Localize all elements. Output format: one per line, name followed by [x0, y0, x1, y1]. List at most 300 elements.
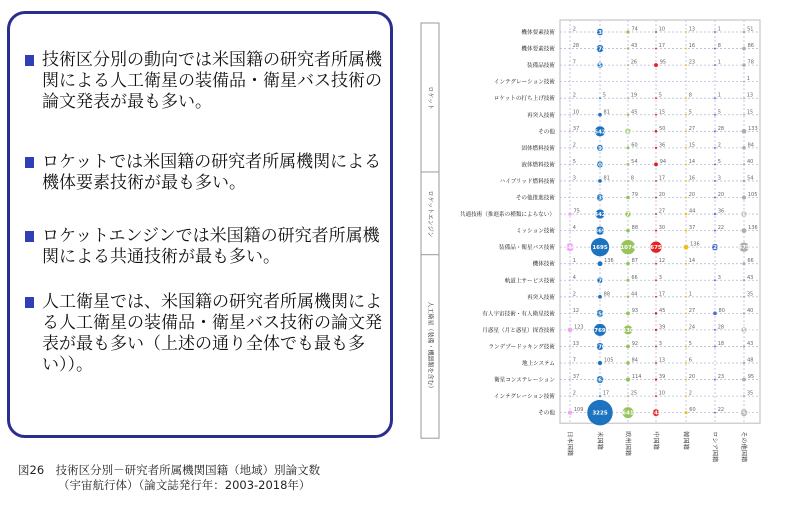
data-label: 79 [631, 192, 638, 198]
data-bubble [685, 296, 687, 298]
data-label: 10 [658, 26, 666, 33]
data-bubble [714, 180, 716, 182]
data-bubble [714, 64, 716, 66]
data-bubble [569, 279, 571, 281]
data-bubble [655, 31, 657, 33]
data-bubble [654, 130, 657, 133]
row-label: 軌道上サービス技術 [504, 278, 555, 285]
data-label: 195 [594, 145, 606, 152]
data-label: 86 [747, 43, 754, 50]
data-bubble [569, 130, 572, 133]
data-label: 45 [631, 109, 638, 116]
data-label: 136 [604, 258, 614, 265]
data-bubble [683, 244, 688, 249]
data-label: 157 [594, 63, 606, 70]
data-bubble [627, 180, 629, 182]
data-label: 44 [631, 291, 638, 298]
row-label: 衛星コンステレーション [494, 377, 555, 384]
data-bubble [742, 262, 746, 266]
data-bubble [569, 163, 571, 165]
row-label: 共通技術（推進系の種類によらない） [459, 212, 555, 219]
group-label: ロケット [426, 86, 434, 111]
data-label: 238 [594, 30, 606, 36]
data-label: 13 [746, 92, 754, 99]
data-label: 27 [688, 125, 696, 132]
data-label: 1695 [592, 245, 608, 252]
data-label: 133 [748, 125, 758, 132]
data-label: 136 [690, 241, 700, 248]
data-bubble [654, 162, 658, 166]
data-label: 51 [747, 26, 754, 33]
data-bubble [655, 362, 657, 364]
row-label: 地上システム [521, 361, 555, 367]
column-label: その他国籍 [740, 431, 747, 463]
data-bubble [569, 395, 571, 397]
data-label: 37 [572, 374, 580, 381]
data-label: 262 [594, 377, 606, 384]
bullet-text: 技術区分別の動向では米国籍の研究者所属機関による人工衛星の装備品・衛星バス技術の論文発表が最も多い。 [42, 50, 382, 112]
data-bubble [655, 263, 657, 265]
data-bubble [626, 30, 630, 34]
data-label: 10 [572, 109, 580, 116]
data-bubble [742, 279, 745, 282]
row-label: インテグレーション技術 [493, 79, 555, 86]
data-bubble [567, 327, 572, 332]
data-bubble [626, 47, 629, 50]
data-label: 248 [650, 410, 662, 417]
data-label: 16 [688, 43, 696, 50]
data-label: 87 [631, 258, 639, 265]
data-bubble [742, 361, 745, 364]
data-label: 2 [572, 92, 576, 99]
data-bubble [742, 30, 745, 33]
data-bubble [655, 213, 657, 215]
data-bubble [714, 147, 716, 149]
data-bubble [627, 395, 629, 397]
data-label: 369 [594, 228, 606, 235]
bullet-item [28, 152, 388, 194]
data-label: 95 [747, 374, 755, 381]
data-label: 94 [659, 158, 667, 165]
data-label: 43 [631, 43, 638, 50]
row-label: 再突入技術 [527, 294, 555, 301]
data-label: 15 [688, 142, 696, 149]
data-bubble [685, 31, 687, 33]
data-bubble [655, 395, 657, 397]
data-bubble [654, 312, 657, 315]
data-label: 30 [658, 225, 666, 232]
data-label: 74 [631, 26, 638, 33]
data-bubble [714, 229, 716, 231]
data-label: 6 [688, 357, 692, 364]
column-label: 中国籍 [652, 431, 659, 450]
data-bubble [568, 410, 573, 415]
data-label: 173 [622, 212, 634, 219]
data-label: 66 [747, 258, 754, 265]
data-label: 80 [718, 307, 725, 314]
data-label: 8 [688, 92, 692, 99]
data-label: 20 [688, 192, 696, 198]
data-bubble [597, 261, 602, 266]
data-bubble [741, 228, 746, 233]
data-bubble [655, 146, 658, 149]
data-bubble [655, 328, 658, 331]
data-bubble [714, 378, 716, 380]
data-label: 20 [717, 192, 725, 198]
data-label: 12 [572, 307, 580, 314]
column-label: 米国籍 [596, 431, 603, 450]
bullet-marker-icon [25, 231, 34, 242]
group-label: ロケットエンジン [426, 190, 434, 238]
data-bubble [655, 114, 657, 116]
data-bubble [627, 64, 629, 66]
data-bubble [743, 80, 745, 82]
group-label: 人工衛星（装備・機器類を含む） [426, 301, 434, 392]
data-bubble [742, 345, 745, 348]
data-label: 7 [572, 357, 576, 364]
data-label: 114 [631, 374, 642, 381]
data-bubble [655, 229, 658, 232]
data-label: 15 [658, 109, 666, 116]
data-bubble [655, 378, 658, 381]
data-bubble [569, 296, 571, 298]
column-label: 韓国籍 [682, 431, 689, 450]
data-label: 13 [688, 26, 696, 33]
data-label: 43 [747, 274, 754, 281]
data-bubble [742, 146, 746, 150]
data-label: 43 [747, 340, 754, 347]
data-label: 48 [747, 357, 754, 364]
data-bubble [626, 361, 630, 365]
data-label: 60 [631, 142, 638, 149]
data-bubble [655, 279, 657, 281]
data-label: 5 [572, 158, 576, 165]
data-bubble [714, 279, 716, 281]
data-label: 5 [688, 340, 692, 347]
data-label: 23 [688, 59, 696, 66]
data-label: 93 [631, 307, 639, 314]
data-bubble [685, 329, 687, 331]
data-bubble [685, 64, 687, 66]
data-label: 45 [659, 307, 666, 314]
bullet-item [28, 226, 388, 268]
data-label: 18 [717, 340, 725, 347]
data-bubble [626, 228, 630, 232]
data-bubble [685, 345, 687, 347]
data-label: 27 [688, 307, 696, 314]
data-label: 19 [630, 92, 638, 99]
row-label: ハイブリッド燃料技術 [499, 178, 555, 185]
data-label: 2 [572, 291, 576, 298]
data-label: 163 [738, 212, 750, 219]
data-label: 346 [564, 245, 576, 252]
data-label: 1 [717, 59, 721, 66]
row-label: インテグレーション技術 [493, 394, 555, 401]
data-bubble [655, 180, 657, 182]
data-label: 239 [594, 195, 606, 202]
data-bubble [743, 114, 745, 116]
data-bubble [743, 163, 746, 166]
column-label: 日本国籍 [566, 431, 573, 456]
data-bubble [654, 63, 658, 67]
data-bubble [714, 196, 716, 198]
data-label: 5 [688, 109, 692, 116]
data-bubble [714, 213, 717, 216]
bullet-text: ロケットでは米国籍の研究者所属機関による機体要素技術が最も多い。 [42, 152, 382, 193]
data-label: 25 [630, 390, 638, 397]
row-label: 機体要素技術 [521, 30, 555, 36]
figure-caption [18, 463, 320, 493]
caption-line-1: 図26 技術区分別－研究者所属機関国籍（地域）別論文数 [18, 463, 321, 477]
data-bubble [598, 295, 602, 299]
data-bubble [684, 213, 687, 216]
caption-line-2: （宇宙航行体）（論文誌発行年：2003-2018年） [58, 478, 311, 492]
data-label: 228 [709, 245, 721, 252]
data-bubble [598, 361, 603, 366]
data-bubble [626, 311, 630, 315]
data-label: 1 [572, 258, 576, 265]
data-bubble [655, 196, 657, 198]
data-label: 2 [572, 142, 576, 149]
data-label: 4 [572, 274, 576, 281]
bullet-item [28, 50, 388, 113]
bubble-chart [410, 0, 787, 506]
data-label: 274 [594, 46, 606, 53]
data-label: 28 [717, 324, 725, 331]
data-bubble [655, 47, 657, 49]
data-label: 675 [650, 245, 662, 252]
data-label: 37 [572, 125, 580, 132]
data-bubble [569, 362, 571, 364]
data-label: 75 [573, 208, 580, 215]
data-bubble [655, 296, 657, 298]
data-label: 641 [622, 410, 634, 417]
data-label: 5 [658, 92, 662, 99]
data-label: 37 [688, 225, 696, 232]
data-label: 54 [747, 175, 754, 182]
data-label: 170 [594, 278, 606, 285]
data-label: 4 [572, 225, 576, 232]
data-bubble [569, 229, 571, 231]
data-label: 2 [717, 142, 721, 149]
data-bubble [569, 147, 571, 149]
data-label: 8 [630, 175, 634, 182]
data-label: 17 [602, 390, 610, 397]
data-label: 84 [747, 142, 754, 149]
data-bubble [685, 147, 687, 149]
data-label: 13 [572, 340, 580, 347]
data-label: 475 [738, 245, 750, 252]
data-bubble [743, 395, 746, 398]
data-label: 3225 [592, 410, 608, 417]
data-bubble [598, 179, 602, 183]
data-label: 5 [717, 109, 721, 116]
data-bubble [685, 312, 687, 314]
data-label: 1 [688, 291, 692, 298]
data-label: 78 [747, 59, 754, 66]
data-label: 270 [594, 344, 606, 351]
data-bubble [569, 312, 571, 314]
data-bubble [714, 130, 716, 132]
data-label: 95 [659, 59, 667, 66]
data-label: 10 [658, 390, 666, 397]
data-label: 15 [746, 109, 754, 116]
data-label: 28 [717, 125, 725, 132]
data-bubble [569, 263, 571, 265]
data-label: 20 [658, 192, 666, 198]
column-label: 欧州国籍 [624, 431, 631, 456]
data-bubble [626, 377, 631, 382]
data-label: 430 [622, 327, 634, 334]
data-label: 3 [717, 274, 721, 281]
data-label: 27 [658, 208, 666, 215]
row-label: その他推進技術 [515, 195, 555, 202]
data-label: 2 [688, 390, 692, 397]
data-bubble [685, 180, 687, 182]
data-bubble [626, 113, 629, 116]
data-bubble [568, 212, 572, 216]
summary-panel [7, 11, 393, 438]
data-label: 256 [594, 311, 606, 318]
data-bubble [743, 312, 746, 315]
data-label: 22 [717, 225, 725, 232]
data-label: 3 [717, 175, 721, 182]
data-label: 3 [572, 175, 576, 182]
data-label: 769 [594, 327, 606, 334]
data-label: 109 [573, 407, 584, 414]
data-label: 23 [717, 374, 725, 381]
data-label: 105 [603, 357, 614, 364]
row-label: ミッション技術 [516, 228, 555, 235]
data-bubble [685, 395, 687, 397]
data-bubble [714, 345, 716, 347]
row-label: 固体燃料技術 [521, 145, 555, 152]
data-bubble [714, 97, 716, 99]
bullet-marker-icon [25, 157, 34, 168]
data-bubble [714, 31, 716, 33]
data-bubble [713, 311, 717, 315]
data-label: 17 [658, 43, 666, 50]
data-bubble [685, 130, 687, 132]
data-label: 8 [717, 43, 721, 50]
data-label: 253 [738, 410, 750, 417]
data-label: 1 [717, 92, 721, 99]
row-label: 装備品・衛星バス技術 [499, 245, 555, 252]
data-bubble [714, 47, 716, 49]
data-label: 28 [572, 43, 580, 50]
data-bubble [741, 129, 746, 134]
data-bubble [599, 97, 601, 99]
bullet-item [28, 292, 388, 376]
data-label: 13 [658, 357, 666, 364]
data-label: 3 [658, 274, 662, 281]
data-label: 542 [594, 129, 606, 136]
data-label: 66 [631, 274, 638, 281]
data-bubble [626, 163, 629, 166]
bullet-text: ロケットエンジンでは米国籍の研究者所属機関による共通技術が最も多い。 [42, 226, 380, 267]
data-label: 54 [631, 158, 638, 165]
column-label: ロシア国籍 [711, 431, 718, 463]
data-label: 40 [746, 158, 754, 165]
data-label: 136 [748, 225, 758, 232]
data-bubble [714, 329, 716, 331]
data-label: 88 [631, 225, 639, 232]
data-label: 2 [572, 390, 576, 397]
data-bubble [569, 97, 571, 99]
row-label: その他 [538, 129, 555, 136]
data-label: 16 [688, 175, 696, 182]
data-bubble [569, 114, 571, 116]
data-bubble [684, 411, 688, 415]
data-label: 22 [717, 407, 725, 414]
data-label: 123 [574, 324, 584, 331]
data-label: 14 [688, 258, 696, 265]
row-label: ロケットの打ち上げ技術 [493, 96, 555, 103]
data-label: 60 [689, 407, 696, 414]
data-label: 50 [659, 125, 666, 132]
row-label: 機体技術 [532, 261, 555, 268]
data-bubble [626, 295, 629, 298]
data-bubble [685, 97, 687, 99]
data-label: 88 [603, 291, 611, 298]
data-label: 81 [603, 175, 610, 182]
bullet-marker-icon [25, 297, 34, 308]
data-bubble [714, 163, 716, 165]
data-label: 17 [658, 291, 666, 298]
data-label: 17 [658, 175, 666, 182]
data-label: 442 [594, 212, 606, 219]
data-bubble [569, 378, 572, 381]
data-bubble [627, 97, 629, 99]
data-bubble [685, 163, 687, 165]
data-label: 1 [717, 26, 721, 33]
data-label: 26 [630, 59, 638, 66]
data-bubble [685, 263, 687, 265]
data-label: 44 [689, 208, 696, 215]
row-label: 機体要素技術 [521, 46, 555, 53]
row-label: 再突入技術 [527, 112, 555, 119]
row-label: 月惑星（月と惑星）探査技術 [482, 327, 555, 334]
data-label: 1074 [620, 245, 636, 252]
data-label: 153 [738, 327, 750, 334]
data-bubble [685, 196, 687, 198]
data-bubble [685, 114, 687, 116]
data-bubble [598, 113, 602, 117]
data-bubble [655, 97, 657, 99]
row-label: 有人宇宙技術・有人衛星技術 [482, 311, 555, 318]
data-bubble [569, 47, 571, 49]
data-bubble [685, 47, 687, 49]
data-bubble [626, 278, 630, 282]
data-bubble [742, 377, 746, 381]
data-label: 40 [746, 307, 754, 314]
bullet-marker-icon [25, 55, 34, 66]
row-label: 装備品技術 [527, 63, 555, 70]
row-label: 液体燃料技術 [521, 162, 555, 169]
data-bubble [743, 97, 745, 99]
data-bubble [569, 180, 571, 182]
data-label: 81 [603, 109, 610, 116]
data-label: 5 [717, 158, 721, 165]
data-label: 14 [688, 158, 696, 165]
data-label: 7 [572, 59, 576, 66]
row-label: その他 [538, 410, 555, 417]
data-label: 35 [746, 390, 754, 397]
data-bubble [626, 344, 630, 348]
data-bubble [655, 345, 657, 347]
row-label: ランデブードッキング技術 [488, 344, 555, 351]
data-bubble [685, 362, 687, 364]
